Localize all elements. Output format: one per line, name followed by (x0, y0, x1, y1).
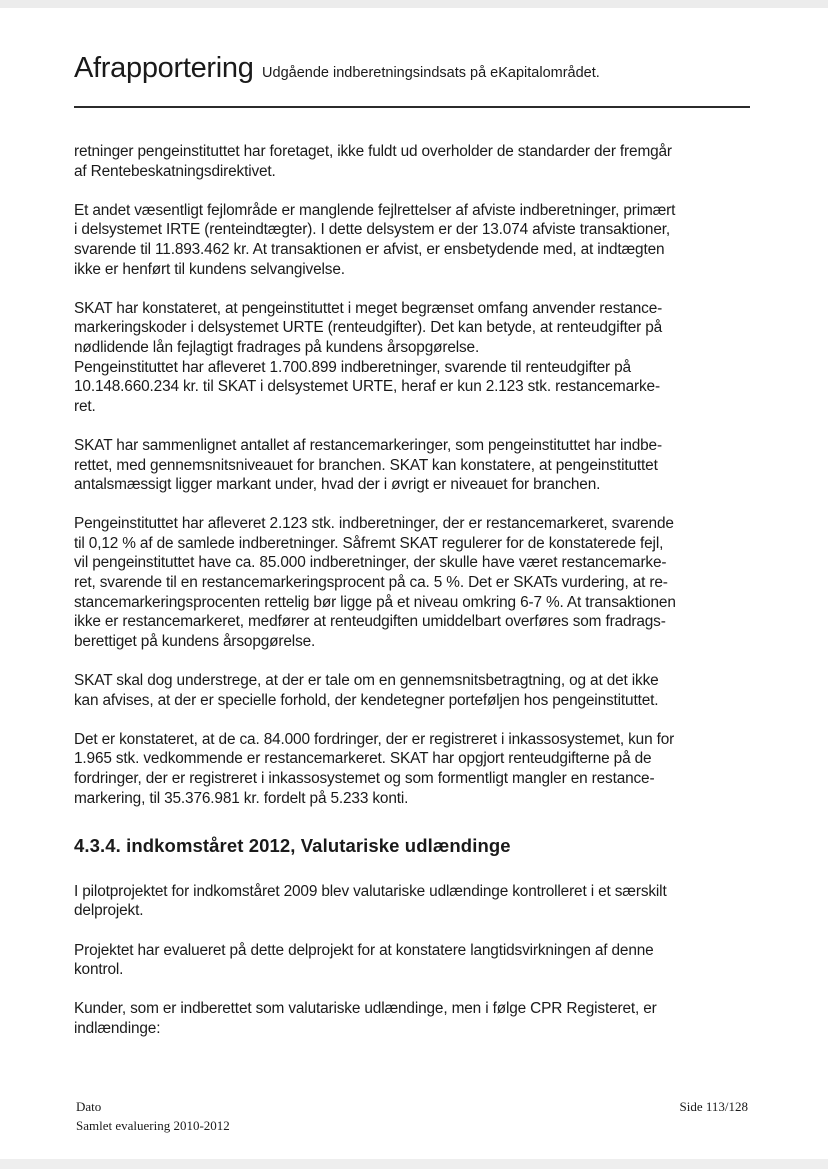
document-body (74, 142, 754, 1058)
text-line: Projektet har evalueret på dette delprojekt for at konstatere langtidsvirkningen af denne (74, 941, 654, 959)
paragraph (74, 201, 754, 279)
text-line: i delsystemet IRTE (renteindtægter). I dette delsystem er der 13.074 afviste transaktioner, (74, 221, 670, 239)
footer-right (680, 1097, 749, 1116)
text-line: Det er konstateret, at de ca. 84.000 fordringer, der er registreret i inkassosystemet, kun for (74, 730, 675, 748)
text-line: kontrol. (74, 961, 124, 979)
text-line: markeringskoder i delsystemet URTE (renteudgifter). Det kan betyde, at renteudgifter på (74, 319, 663, 337)
footer-document-title: Samlet evaluering 2010-2012 (76, 1118, 230, 1133)
text-line: SKAT har sammenlignet antallet af restancemarkeringer, som pengeinstituttet har indbe- (74, 436, 662, 454)
paragraph (74, 436, 754, 495)
header-rule (74, 106, 750, 108)
paragraph-group-1 (74, 142, 754, 808)
text-line: delprojekt. (74, 902, 144, 920)
text-line: stancemarkeringsprocenten rettelig bør ligge på et niveau omkring 6-7 %. At transaktionen (74, 593, 676, 611)
text-line: svarende til 11.893.462 kr. At transaktionen er afvist, er ensbetydende med, at indtægten (74, 240, 665, 258)
text-line: rettet, med gennemsnitsniveauet for branchen. SKAT kan konstatere, at pengeinstituttet (74, 456, 658, 474)
scan-bottom-band (0, 1159, 828, 1169)
paragraph (74, 882, 754, 921)
footer-page-number: Side 113/128 (679, 1099, 748, 1114)
text-line: ikke er restancemarkeret, medfører at renteudgiften umiddelbart overføres som fradrags- (74, 613, 666, 631)
text-line: til 0,12 % af de samlede indberetninger. Såfremt SKAT regulerer for de konstaterede fejl, (74, 534, 664, 552)
text-line: antalsmæssigt ligger markant under, hvad der i øvrigt er niveauet for branchen. (74, 476, 601, 494)
text-line: ret. (74, 397, 96, 415)
text-line: nødlidende lån fejlagtigt fradrages på kundens årsopgørelse. (74, 338, 480, 356)
text-line: indlændinge: (74, 1019, 161, 1037)
paragraph (74, 142, 754, 181)
paragraph (74, 941, 754, 980)
page-header (74, 52, 754, 85)
footer-date-label: Dato (76, 1099, 102, 1114)
paragraph (74, 299, 754, 417)
header-title: Afrapportering (74, 52, 254, 84)
text-line: SKAT skal dog understrege, at der er tale om en gennemsnitsbetragtning, og at det ikke (74, 672, 659, 690)
text-line: 10.148.660.234 kr. til SKAT i delsystemet URTE, heraf er kun 2.123 stk. restancemarke- (74, 378, 660, 396)
text-line: vil pengeinstituttet have ca. 85.000 indberetninger, der skulle have været restancemarke- (74, 554, 667, 572)
text-line: retninger pengeinstituttet har foretaget, ikke fuldt ud overholder de standarder der fremgår (74, 143, 672, 160)
text-line: Pengeinstituttet har afleveret 1.700.899 indberetninger, svarende til renteudgifter på (74, 358, 631, 376)
text-line: Pengeinstituttet har afleveret 2.123 stk. indberetninger, der er restancemarkeret, svarende (74, 515, 674, 533)
paragraph (74, 999, 754, 1038)
paragraph (74, 730, 754, 808)
paragraph (74, 671, 754, 710)
paragraph (74, 514, 754, 651)
text-line: berettiget på kundens årsopgørelse. (74, 632, 316, 650)
text-line: SKAT har konstateret, at pengeinstituttet i meget begrænset omfang anvender restance- (74, 299, 663, 317)
text-line: ikke er henført til kundens selvangivelse. (74, 260, 345, 278)
footer-left (76, 1097, 230, 1135)
text-line: kan afvises, at der er specielle forhold, der kendetegner porteføljen hos pengeinstituttet. (74, 691, 659, 709)
text-line: I pilotprojektet for indkomståret 2009 blev valutariske udlændinge kontrolleret i et særskilt (74, 882, 667, 900)
paragraph-group-2 (74, 882, 754, 1039)
text-line: 1.965 stk. vedkommende er restancemarkeret. SKAT har opgjort renteudgifterne på de (74, 750, 652, 768)
section-heading: 4.3.4. indkomståret 2012, Valutariske udlændinge (74, 835, 511, 857)
text-line: fordringer, der er registreret i inkassosystemet og som formentligt mangler en restance- (74, 770, 655, 787)
text-line: markering, til 35.376.981 kr. fordelt på 5.233 konti. (74, 789, 409, 807)
text-line: Kunder, som er indberettet som valutariske udlændinge, men i følge CPR Registeret, er (74, 1000, 657, 1018)
text-line: ret, svarende til en restancemarkeringsprocent på ca. 5 %. Det er SKATs vurdering, at re- (74, 574, 668, 592)
text-line: af Rentebeskatningsdirektivet. (74, 162, 276, 180)
text-line: Et andet væsentligt fejlområde er manglende fejlrettelser af afviste indberetninger, primært (74, 201, 676, 219)
header-subtitle: Udgående indberetningsindsats på eKapitalområdet. (262, 65, 600, 81)
scan-top-band (0, 0, 828, 8)
